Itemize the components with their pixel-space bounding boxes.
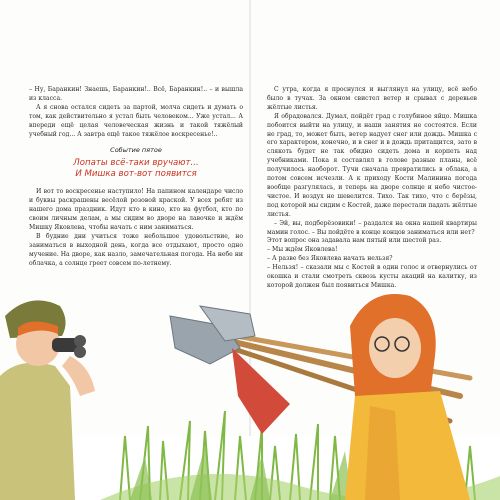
paragraph: Я обрадовался. Думал, пойдёт град с голубиное яйцо. Мишка побоится выйти на улицу, и наши занятия не состоятся. Если не град, то, может быть, ветер надует снег или дождь. Мишка с его характером, конечно, и в снег и в дождь притащится, зато в слякоть будет не так обидно сидеть дома и корпеть над учебниками. Пока я составлял в голове разные планы, всё получилось наоборот. Тучи сначала превратились в облака, а потом совсем исчезли. А к приходу Кости Малинина погода вообще разгулялась, и теперь на дворе солнце и небо чистое-чистое. И воздух не шевелится. Тихо. Так тихо, что с берёзы, под которой мы сидим с Костей, даже перестали падать жёлтые листья. (267, 112, 477, 218)
chapter-label: Событие пятое (110, 146, 162, 155)
left-page-text (29, 86, 243, 269)
paragraph: А я снова остался сидеть за партой, молча сидеть и думать о том, как действительно я устал быть человеком... Уже устал... А впереди ещё целая человеческая жизнь и такой тяжёлый учебный год... А завтра ещё такое тяжёлое воскресенье!.. (29, 103, 243, 138)
paragraph: – А разве без Яковлева начать нельзя? (267, 255, 393, 263)
illustration (0, 286, 500, 500)
paragraph: – Ну, Баранкин! Знаешь, Баранкин!.. Всё, Баранкин!.. – и вышла из класса. (29, 86, 243, 102)
paragraph: – Эй, вы, подберёзовики! – раздался на окна нашей квартиры мамин голос. – Вы пойдёте в конце концов заниматься или нет? (267, 219, 477, 236)
paragraph: – Нельзя! – сказали мы с Костей в один голос и отвернулись от окошка и стали смотреть сквозь кусты акаций на калитку, из которой должен был появиться Мишка. (267, 264, 477, 289)
paragraph: И вот то воскресенье наступило! На папином календаре число и буквы раскрашены весёлой розовой краской. У всех ребят из нашего дома праздник. Идут кто в кино, кто на футбол, кто по своим личным делам, а мы сидим во дворе на лавочке и ждём Мишку Яковлева, чтобы начать с ним заниматься. (29, 188, 243, 231)
girl-with-shovels (345, 294, 470, 500)
right-page-text (267, 86, 477, 291)
chapter-title (29, 158, 243, 180)
flag (232, 348, 290, 434)
paragraph: Этот вопрос она задавала нам пятый или шестой раз. (267, 237, 442, 245)
chapter-title-line1: Лопаты всё-таки вручают... (73, 158, 199, 169)
paragraph: С утра, когда я проснулся и выглянул на улицу, всё небо было в тучах. За окном свистел ветер и срывал с деревьев жёлтые листья. (267, 86, 477, 111)
paragraph: В будние дни учиться тоже небольшое удовольствие, но заниматься в выходной день, когда все отдыхают, просто одно мучение. На дворе, как назло, замечательная погода. На небе ни облачка, а солнце греет совсем по-летнему. (29, 232, 243, 267)
paragraph: – Мы ждём Яковлева! (267, 246, 338, 254)
chapter-title-line2: И Мишка вот-вот появится (75, 169, 197, 180)
